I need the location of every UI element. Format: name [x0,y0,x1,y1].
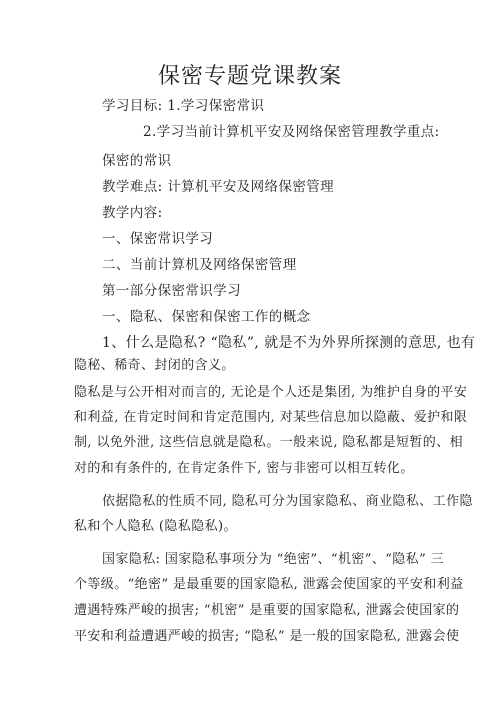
paragraph-line: 私和个人隐私 (隐私隐私)。 [74,519,237,534]
paragraph-line: 个等级。“绝密” 是最重要的国家隐私, 泄露会使国家的平安和利益 [74,577,464,592]
text-line-difficulty: 教学难点: 计算机平安及网络保密管理 [102,179,335,195]
text-line-part-one: 第一部分保密常识学习 [102,283,241,299]
text-line-learning-goal-1: 学习目标: 1.学习保密常识 [102,98,265,114]
paragraph-line: 1、什么是隐私? “隐私”, 就是不为外界所探测的意思, 也有 [102,335,476,351]
text-line-key-point: 保密的常识 [102,153,172,169]
paragraph-line: 和利益, 在肯定时间和肯定范围内, 对某些信息加以隐蔽、爱护和限 [74,410,468,425]
text-line-content-label: 教学内容: [102,205,163,221]
text-line-learning-goal-2: 2.学习当前计算机平安及网络保密管理教学重点: [143,124,440,140]
document-title: 保密专题党课教案 [157,64,342,89]
text-line-section-1: 一、保密常识学习 [102,231,214,247]
paragraph-line: 制, 以免外泄, 这些信息就是隐私。一般来说, 隐私都是短暂的、相 [74,435,463,450]
text-line-subsection-1: 一、隐私、保密和保密工作的概念 [102,309,311,325]
paragraph-line: 对的和有条件的, 在肯定条件下, 密与非密可以相互转化。 [74,461,414,476]
paragraph-line: 依据隐私的性质不同, 隐私可分为国家隐私、商业隐私、工作隐 [102,494,473,509]
paragraph-line: 国家隐私: 国家隐私事项分为 “绝密”、“机密”、“隐私” 三 [102,552,445,567]
paragraph-line: 平安和利益遭遇严峻的损害; “隐私” 是一般的国家隐私, 泄露会使 [74,629,460,644]
text-line-section-2: 二、当前计算机及网络保密管理 [102,257,297,273]
paragraph-line: 隐秘、稀奇、封闭的含义。 [74,358,235,373]
paragraph-line: 隐私是与公开相对而言的, 无论是个人还是集团, 为维护自身的平安 [74,385,468,400]
paragraph-line: 遭遇特殊严峻的损害; “机密” 是重要的国家隐私, 泄露会使国家的 [74,603,460,618]
